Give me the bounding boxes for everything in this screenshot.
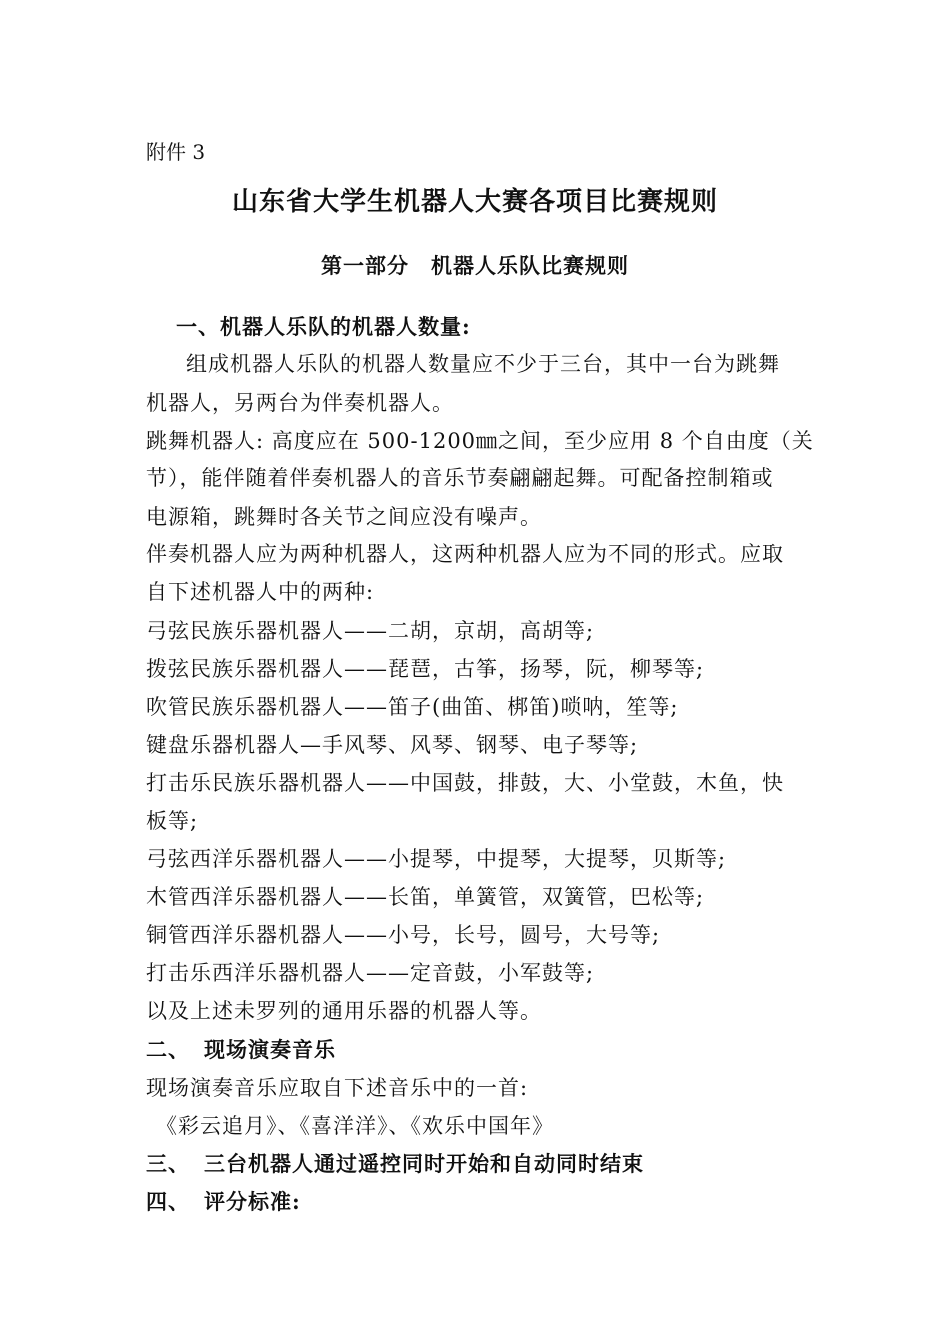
section-3-number: 三、 [146, 1151, 190, 1176]
part-name: 机器人乐队比赛规则 [431, 253, 629, 278]
section-2-title: 现场演奏音乐 [204, 1037, 336, 1062]
document-title: 山东省大学生机器人大赛各项目比赛规则 [231, 187, 718, 217]
section-4-number: 四、 [146, 1189, 190, 1214]
music-intro: 现场演奏音乐应取自下述音乐中的一首: [146, 1076, 529, 1100]
paragraph-line: 电源箱，跳舞时各关节之间应没有噪声。 [146, 505, 542, 529]
list-item: 以及上述未罗列的通用乐器的机器人等。 [146, 999, 542, 1023]
attachment-label: 附件 3 [146, 140, 206, 164]
paragraph-line: 伴奏机器人应为两种机器人，这两种机器人应为不同的形式。应取 [146, 542, 784, 566]
paragraph-line: 机器人，另两台为伴奏机器人。 [146, 391, 454, 415]
paragraph-line: 组成机器人乐队的机器人数量应不少于三台，其中一台为跳舞 [186, 352, 780, 376]
list-item: 弓弦西洋乐器机器人——小提琴，中提琴，大提琴，贝斯等; [146, 847, 727, 871]
part-heading [0, 252, 950, 280]
section-3-heading [146, 1150, 644, 1178]
paragraph-line: 节），能伴随着伴奏机器人的音乐节奏翩翩起舞。可配备控制箱或 [146, 466, 774, 490]
list-item: 拨弦民族乐器机器人——琵琶，古筝，扬琴，阮，柳琴等; [146, 657, 705, 681]
section-2-number: 二、 [146, 1037, 190, 1062]
list-item: 打击乐西洋乐器机器人——定音鼓，小军鼓等; [146, 961, 595, 985]
part-label: 第一部分 [321, 253, 409, 278]
list-item: 木管西洋乐器机器人——长笛，单簧管，双簧管，巴松等; [146, 885, 705, 909]
section-3-title: 三台机器人通过遥控同时开始和自动同时结束 [204, 1151, 644, 1176]
list-item: 板等; [146, 809, 199, 833]
section-4-title: 评分标准: [204, 1189, 301, 1214]
paragraph-line: 自下述机器人中的两种: [146, 580, 375, 604]
list-item: 键盘乐器机器人—手风琴、风琴、钢琴、电子琴等; [146, 733, 639, 757]
music-pieces: 《彩云追月》、《喜洋洋》、《欢乐中国年》 [156, 1114, 554, 1138]
list-item: 弓弦民族乐器机器人——二胡，京胡，高胡等; [146, 619, 595, 643]
section-1-heading: 一、机器人乐队的机器人数量: [176, 314, 471, 339]
paragraph-line: 跳舞机器人: 高度应在 500-1200㎜之间，至少应用 8 个自由度（关 [146, 429, 814, 453]
list-item: 吹管民族乐器机器人——笛子(曲笛、梆笛)唢呐，笙等; [146, 695, 679, 719]
list-item: 打击乐民族乐器机器人——中国鼓，排鼓，大、小堂鼓，木鱼，快 [146, 771, 784, 795]
section-2-heading [146, 1036, 336, 1064]
list-item: 铜管西洋乐器机器人——小号，长号，圆号，大号等; [146, 923, 661, 947]
section-4-heading [146, 1188, 301, 1216]
